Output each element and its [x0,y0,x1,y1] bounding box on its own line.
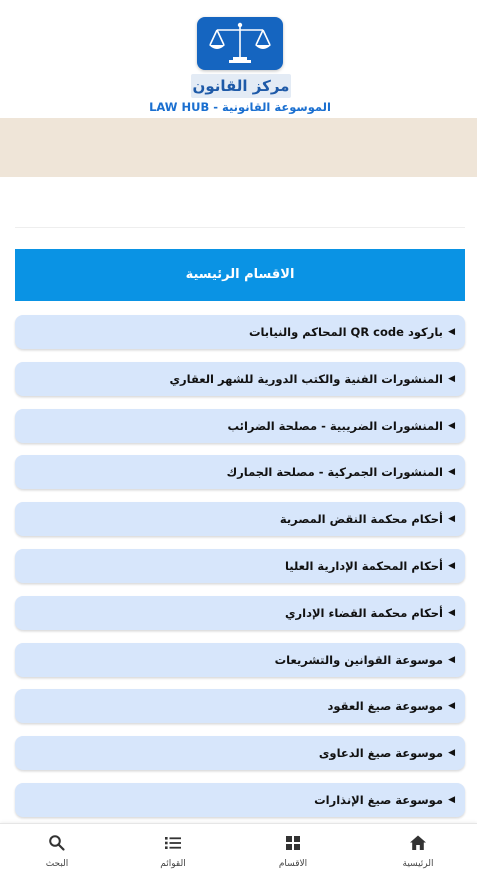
nav-home[interactable] [378,824,458,880]
list-item[interactable] [15,736,465,770]
list-item[interactable] [15,455,465,489]
list-item-label: المنشورات الجمركية - مصلحة الجمارك [226,465,443,480]
triangle-left-icon: ◀ [448,373,455,384]
triangle-left-icon: ◀ [448,794,455,805]
list-item-label: أحكام محكمة القضاء الإداري [284,605,443,620]
app-header [0,0,477,118]
list-item-label: المنشورات الضريبية - مصلحة الضرائب [227,418,443,433]
list-item[interactable] [15,502,465,536]
list-item[interactable] [15,643,465,677]
triangle-left-icon: ◀ [448,327,455,337]
list-icon [164,834,182,852]
ad-banner[interactable] [0,118,477,177]
scales-of-justice-icon [197,17,283,70]
triangle-left-icon: ◀ [448,748,455,759]
bottom-navigation [0,823,477,880]
triangle-left-icon: ◀ [448,701,455,712]
nav-sections-label: الاقسام [278,859,308,869]
nav-search[interactable] [17,824,97,880]
list-item[interactable] [15,362,465,396]
search-icon [48,834,66,852]
list-item-label: موسوعة صيغ العقود [327,699,443,714]
list-item-label: موسوعة صيغ الدعاوى [318,746,443,761]
triangle-left-icon: ◀ [448,467,455,478]
nav-sections[interactable] [253,824,333,880]
triangle-left-icon: ◀ [448,420,455,431]
list-item-label: موسوعة القوانين والتشريعات [274,652,443,667]
list-item-label: المنشورات الفنية والكتب الدورية للشهر العقاري [169,371,443,386]
triangle-left-icon: ◀ [448,514,455,525]
list-item[interactable] [15,689,465,723]
app-subtitle: الموسوعة القانونية - LAW HUB [149,100,331,114]
divider [15,227,465,228]
list-item[interactable] [15,409,465,443]
list-item-label: باركود QR code المحاكم والنيابات [248,325,443,339]
list-item-label: موسوعة صيغ الإنذارات [314,792,443,807]
app-logo [197,17,283,70]
triangle-left-icon: ◀ [448,654,455,665]
triangle-left-icon: ◀ [448,560,455,571]
home-icon [409,834,427,852]
list-item[interactable] [15,315,465,349]
app-name: مركز القانون [191,74,291,98]
nav-lists-label: القوائم [160,859,186,869]
categories-list [15,315,465,830]
list-item[interactable] [15,596,465,630]
nav-lists[interactable] [133,824,213,880]
grid-icon [284,834,302,852]
nav-search-label: البحث [45,859,69,869]
main-sections-header: الاقسام الرئيسية [15,249,465,301]
list-item[interactable] [15,783,465,817]
nav-home-label: الرئيسية [402,859,434,869]
list-item-label: أحكام المحكمة الإدارية العليا [284,558,443,573]
list-item[interactable] [15,549,465,583]
triangle-left-icon: ◀ [448,607,455,618]
list-item-label: أحكام محكمة النقض المصرية [279,512,443,527]
